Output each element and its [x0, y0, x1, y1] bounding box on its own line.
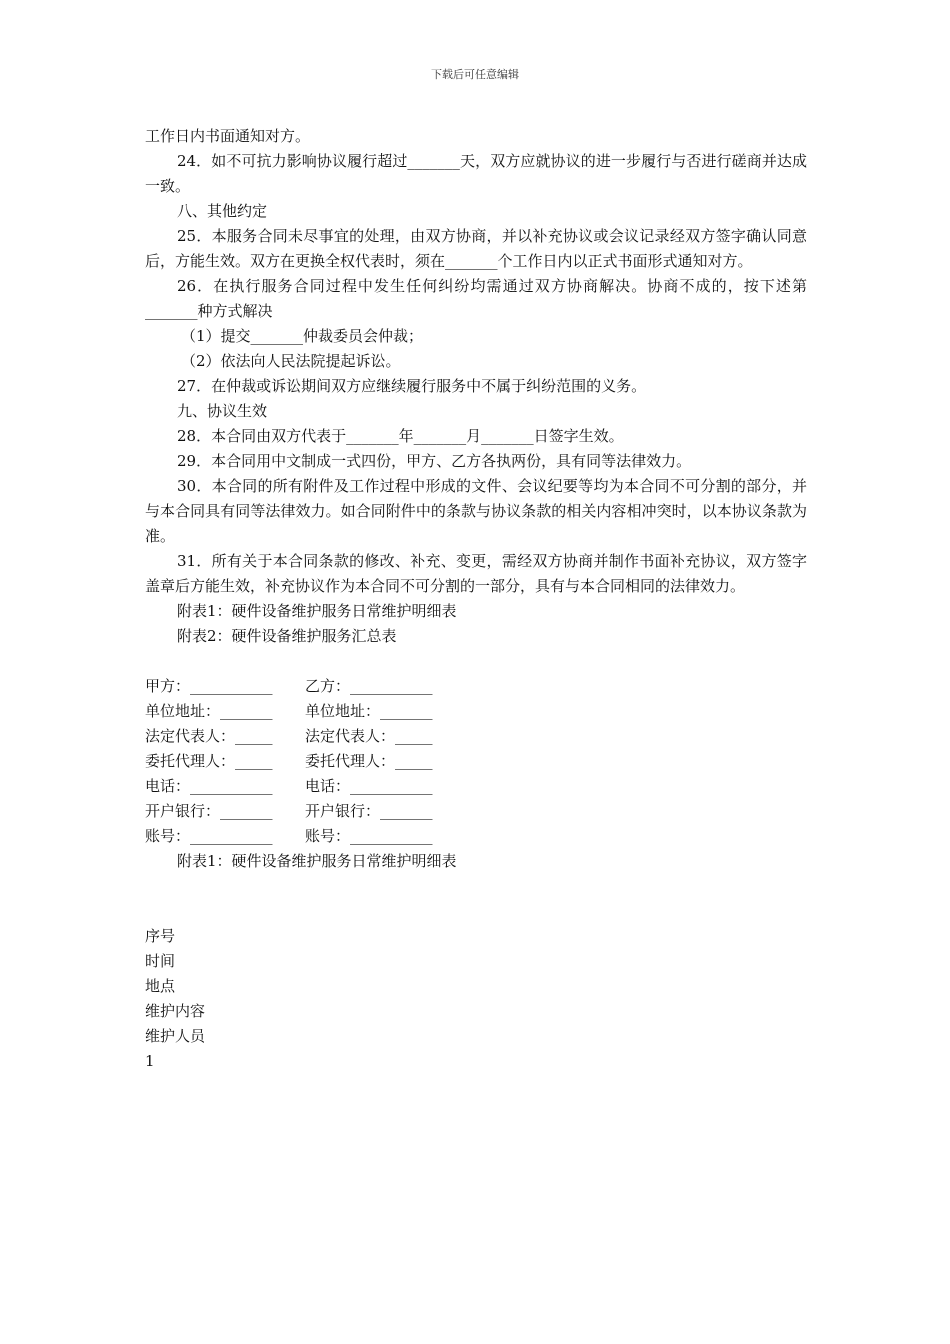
- clause-25: 25．本服务合同未尽事宜的处理，由双方协商，并以补充协议或会议记录经双方签字确认同意后，方能生效。双方在更换全权代表时，须在_______个工作日内以正式书面形式通知对方。: [145, 227, 807, 270]
- clause-24: 24．如不可抗力影响协议履行超过_______天，双方应就协议的进一步履行与否进行磋商并达成一致。: [145, 152, 807, 195]
- party-b-field: 乙方：___________: [305, 677, 433, 695]
- party-a-account: 账号：___________: [145, 827, 273, 845]
- signature-row-phone: [145, 774, 807, 799]
- contract-body: [145, 124, 807, 1074]
- party-b-account: 账号：___________: [305, 827, 433, 845]
- table-cell-row-1: 1: [145, 1052, 155, 1070]
- table-cell-time: 时间: [145, 952, 176, 970]
- maintenance-table-cells: [145, 924, 807, 1074]
- signature-block: [145, 674, 807, 849]
- table-cell-location: 地点: [145, 977, 176, 995]
- party-b-bank: 开户银行：_______: [305, 802, 433, 820]
- party-a-agent: 委托代理人：_____: [145, 752, 273, 770]
- party-a-legal-rep: 法定代表人：_____: [145, 727, 273, 745]
- clause-26-option-1: （1）提交_______仲裁委员会仲裁；: [181, 327, 424, 345]
- party-b-address: 单位地址：_______: [305, 702, 433, 720]
- appendix-1-reference: 附表1：硬件设备维护服务日常维护明细表: [177, 602, 457, 620]
- clause-28: 28．本合同由双方代表于_______年_______月_______日签字生效。: [177, 427, 624, 445]
- party-a-address: 单位地址：_______: [145, 702, 273, 720]
- table-cell-content: 维护内容: [145, 1002, 206, 1020]
- signature-row-legal-rep: [145, 724, 807, 749]
- signature-row-agent: [145, 749, 807, 774]
- signature-row-account: [145, 824, 807, 849]
- clause-26-option-2: （2）依法向人民法院提起诉讼。: [181, 352, 401, 370]
- section-heading-effectiveness: 九、协议生效: [177, 402, 268, 420]
- table-cell-personnel: 维护人员: [145, 1027, 206, 1045]
- page-header-note: 下载后可任意编辑: [431, 68, 519, 81]
- clause-30: 30．本合同的所有附件及工作过程中形成的文件、会议纪要等均为本合同不可分割的部分，并与本合同具有同等法律效力。如合同附件中的条款与协议条款的相关内容相冲突时，以本协议条款为准。: [145, 477, 807, 545]
- party-a-phone: 电话：___________: [145, 777, 273, 795]
- party-b-legal-rep: 法定代表人：_____: [305, 727, 433, 745]
- appendix-1-title: 附表1：硬件设备维护服务日常维护明细表: [177, 852, 457, 870]
- section-heading-other-terms: 八、其他约定: [177, 202, 268, 220]
- clause-31: 31．所有关于本合同条款的修改、补充、变更，需经双方协商并制作书面补充协议，双方签字盖章后方能生效，补充协议作为本合同不可分割的一部分，具有与本合同相同的法律效力。: [145, 552, 807, 595]
- clause-29: 29．本合同用中文制成一式四份，甲方、乙方各执两份，具有同等法律效力。: [177, 452, 692, 470]
- clause-27: 27．在仲裁或诉讼期间双方应继续履行服务中不属于纠纷范围的义务。: [177, 377, 647, 395]
- paragraph-continuation: 工作日内书面通知对方。: [145, 127, 311, 145]
- signature-row-address: [145, 699, 807, 724]
- party-b-phone: 电话：___________: [305, 777, 433, 795]
- appendix-2-reference: 附表2：硬件设备维护服务汇总表: [177, 627, 397, 645]
- table-cell-serial: 序号: [145, 927, 176, 945]
- party-b-agent: 委托代理人：_____: [305, 752, 433, 770]
- party-a-bank: 开户银行：_______: [145, 802, 273, 820]
- signature-row-party: [145, 674, 807, 699]
- clause-26: 26．在执行服务合同过程中发生任何纠纷均需通过双方协商解决。协商不成的，按下述第_______种方式解决: [145, 277, 807, 320]
- signature-row-bank: [145, 799, 807, 824]
- party-a-field: 甲方：___________: [145, 677, 273, 695]
